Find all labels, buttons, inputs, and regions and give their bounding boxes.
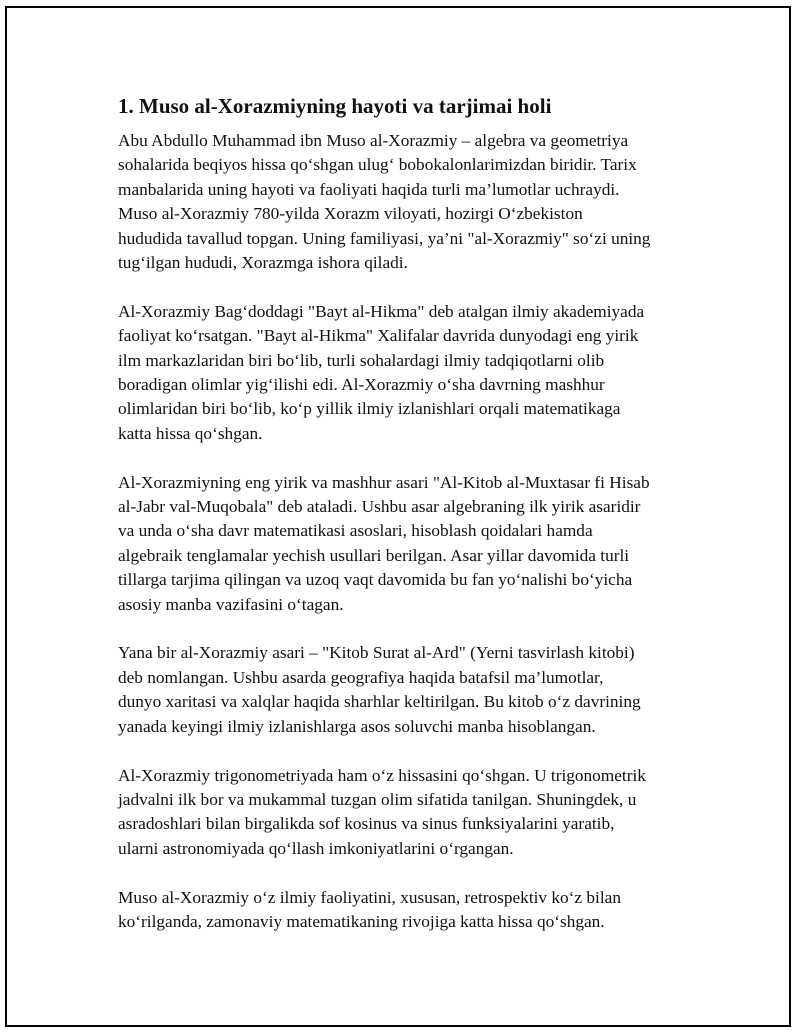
paragraph-conclusion: Muso al-Xorazmiy o‘z ilmiy faoliyatini, xususan, retrospektiv ko‘z bilan ko‘rilganda, zamonaviy matematikaning rivojiga katta hissa qo‘shgan. [118,887,621,931]
paragraph-bayt-al-hikma: Al-Xorazmiy Bag‘doddagi "Bayt al-Hikma" deb atalgan ilmiy akademiyada faoliyat ko‘rsatgan. "Bayt al-Hikma" Xalifalar davrida dunyodagi eng yirik ilm markazlaridan biri bo‘lib, turli sohalardagi ilmiy tadqiqotlarni olib boradigan olimlar yig‘ilishi edi. Al-Xorazmiy o‘sha davrning mashhur olimlaridan biri bo‘lib, ko‘p yillik ilmiy izlanishlari orqali matematikaga katta hissa qo‘shgan. [118,301,645,443]
paragraph-geography-book: Yana bir al-Xorazmiy asari – "Kitob Surat al-Ard" (Yerni tasvirlash kitobi) deb nomlangan. Ushbu asarda geografiya haqida batafsil ma’lumotlar, dunyo xaritasi va xalqlar haqida sharhlar keltirilgan. Bu kitob o‘z davrining yanada keyingi ilmiy izlanishlarga asos soluvchi manba hisoblangan. [118,643,641,736]
section-title: 1. Muso al-Xorazmiyning hayoti va tarjimai holi [118,94,552,118]
paragraph-trigonometry: Al-Xorazmiy trigonometriyada ham o‘z hissasini qo‘shgan. U trigonometrik jadvalni ilk bor va mukammal tuzgan olim sifatida tanilgan. Shuningdek, u asradoshlari bilan birgalikda sof kosinus va sinus funksiyalarini yaratib, ularni astronomiyada qo‘llash imkoniyatlarini o‘rgangan. [118,765,646,858]
paragraph-algebra-book: Al-Xorazmiyning eng yirik va mashhur asari "Al-Kitob al-Muxtasar fi Hisab al-Jabr val-Muqobala" deb ataladi. Ushbu asar algebraning ilk yirik asaridir va unda o‘sha davr matematikasi asoslari, hisoblash qoidalari hamda algebraik tenglamalar yechish usullari berilgan. Asar yillar davomida turli tillarga tarjima qilingan va uzoq vaqt davomida bu fan yo‘nalishi bo‘yicha asosiy manba vazifasini o‘tagan. [118,472,650,614]
paragraph-biography: Abu Abdullo Muhammad ibn Muso al-Xorazmiy – algebra va geometriya sohalarida beqiyos hissa qo‘shgan ulug‘ bobokalonlarimizdan biridir. Tarix manbalarida uning hayoti va faoliyati haqida turli ma’lumotlar uchraydi. Muso al-Xorazmiy 780-yilda Xorazm viloyati, hozirgi O‘zbekiston hududida tavallud topgan. Uning familiyasi, ya’ni "al-Xorazmiy" so‘zi uning tug‘ilgan hududi, Xorazmga ishora qiladi. [118,131,651,273]
document-body [118,94,693,934]
